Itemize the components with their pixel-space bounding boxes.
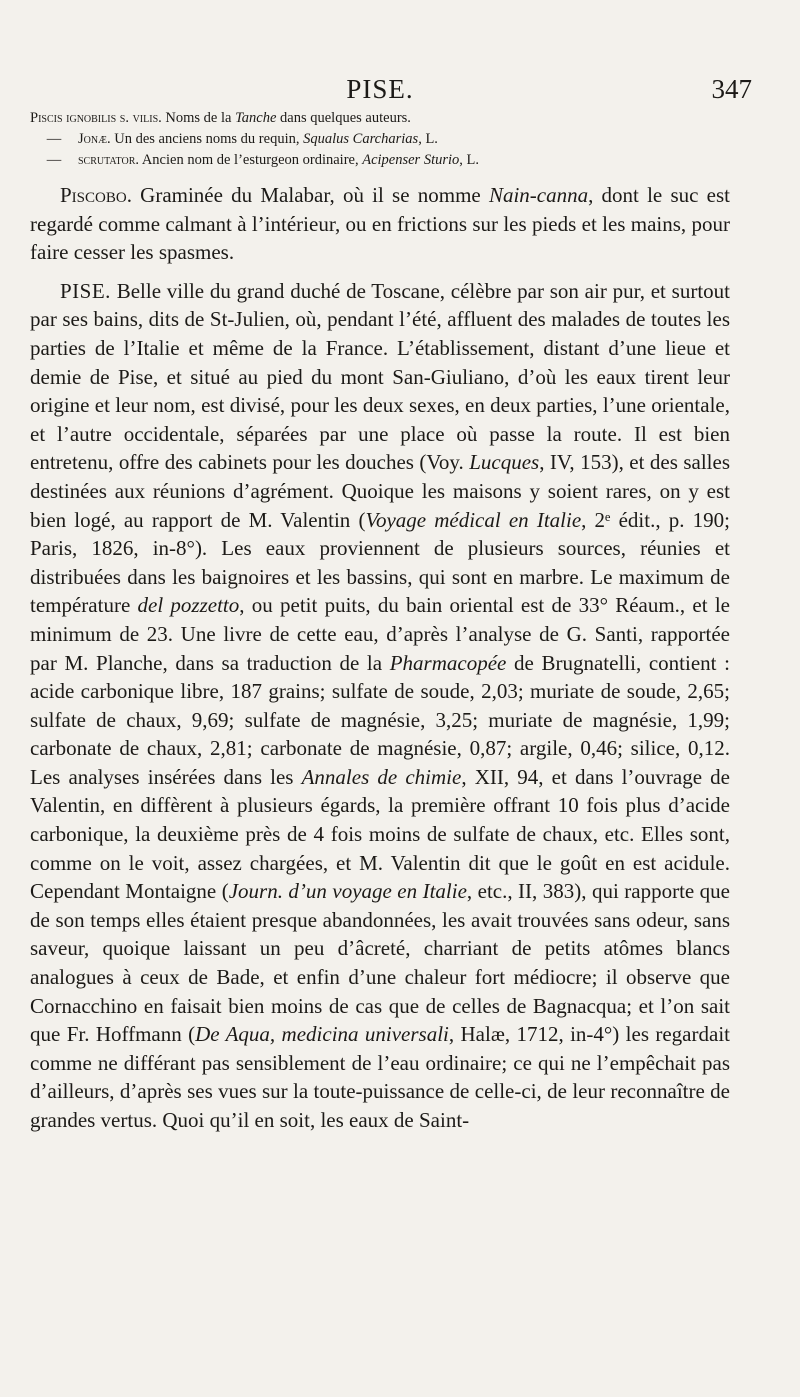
article-text: , dont le suc est regardé comme calmant à l’intérieur, ou en frictions sur les pieds et les mains, pour faire cesser les spasmes.	[30, 183, 730, 265]
entry-italic-term: Squalus Carcharias	[303, 131, 419, 147]
book-page	[30, 68, 752, 1135]
entry-piscis-scrutator	[30, 150, 730, 171]
article-text: Belle ville du grand duché de Toscane, célèbre par son air pur, et surtout par ses bains, dits de St-Julien, où, pendant l’été, affluent des malades de toutes les parties de l’Italie et même de la France. L’établissement, distant d’une lieue et demie de Pise, et situé au pied du mont San-Giuliano, d’où les eaux tirent leur origine et leur nom, est divisé, pour les deux sexes, en deux parties, l’une orientale, et l’autre occidentale, séparées par une place où passe la route. Il est bien entretenu, offre des cabinets pour les douches (Voy.	[30, 278, 730, 475]
article-text: , IV, 153), et des salles destinées aux réunions d’agrément. Quoique les maisons y soient rares, on y est bien logé, au rapport de M. Valentin (	[30, 450, 730, 532]
article-text: , Halæ, 1712, in-4°) les regardait comme ne différant pas sensiblement de l’eau ordinaire; ce qui ne l’empêchait pas d’ailleurs, d’après ses vues sur la toute-puissance de celle-ci, de leur reconnaître de grandes vertus. Quoi qu’il en soit, les eaux de Saint-	[30, 1022, 730, 1132]
article-pise	[30, 277, 730, 1135]
page-header	[30, 68, 752, 108]
entry-headword: Piscis ignobilis s. vilis.	[30, 110, 162, 126]
entry-text: Un des anciens noms du requin,	[110, 131, 304, 147]
entry-text: , L.	[418, 131, 438, 147]
article-paragraph	[30, 277, 730, 1135]
article-italic: Pharmacopée	[389, 650, 507, 675]
article-italic: Journ. d’un voyage en Italie	[228, 879, 467, 904]
article-italic: Nain-canna	[488, 183, 589, 207]
article-italic: Annales de chimie	[301, 764, 462, 789]
article-text: , XII, 94, et dans l’ouvrage de Valentin, en diffèrent à plusieurs égards, la première offrant 10 fois plus d’acide carbonique, la deuxième près de 4 fois moins de sulfate de chaux, etc. Elles sont, comme on le voit, assez chargées, et M. Valentin dit que le goût en est acidule. Cependant Montaigne (	[30, 764, 730, 904]
entry-italic-term: Acipenser Sturio	[362, 152, 460, 168]
minor-entries	[30, 108, 730, 171]
entry-text: dans quelques auteurs.	[276, 110, 411, 126]
article-text: de Brugnatelli, contient : acide carbonique libre, 187 grains; sulfate de soude, 2,03; muriate de soude, 2,65; sulfate de chaux, 9,69; sulfate de magnésie, 3,25; muriate de magnésie, 1,99; carbonate de chaux, 2,81; carbonate de magnésie, 0,87; argile, 0,46; silice, 0,12. Les analyses insérées dans les	[30, 650, 730, 789]
entry-dash: —	[46, 152, 62, 168]
article-text: Graminée du Malabar, où il se nomme	[131, 183, 489, 207]
entry-piscis-jonae	[30, 129, 730, 150]
article-italic: del pozzetto	[137, 593, 240, 618]
entry-headword: scrutator.	[78, 152, 139, 168]
article-paragraph	[30, 181, 730, 267]
entry-dash: —	[46, 131, 62, 147]
entry-headword: Jonæ.	[78, 131, 111, 147]
article-headword: Piscobo.	[60, 183, 132, 207]
article-headword: PISE.	[60, 278, 111, 303]
article-text: , etc., II, 383), qui rapporte que de son temps elles étaient presque abandonnées, les avait trouvées sans odeur, sans saveur, quoique laissant un peu d’âcreté, charriant de petits atômes blancs analogues à ceux de Bade, et enfin d’une chaleur fort médiocre; il observe que Cornacchino en faisait bien moins de cas que de celles de Bagnacqua; et l’on sait que Fr. Hoffmann (	[30, 879, 731, 1047]
entry-text: , L.	[459, 152, 480, 168]
entry-piscis-ignobilis	[30, 108, 730, 129]
article-piscobo	[30, 181, 730, 267]
article-italic: De Aqua, medicina universali	[195, 1022, 449, 1047]
entry-text: Noms de la	[161, 110, 236, 126]
article-text: , 2ᵉ édit., p. 190; Paris, 1826, in-8°). Les eaux proviennent de plusieurs sources, réunies et distribuées dans les baignoires et les bassins, qui sont en marbre. Le maximum de température	[30, 507, 730, 618]
article-italic: Voyage médical en Italie	[365, 507, 582, 532]
entry-text: Ancien nom de l’esturgeon ordinaire,	[139, 152, 363, 168]
entry-italic-term: Tanche	[235, 110, 277, 126]
article-text: , ou petit puits, du bain oriental est de 33° Réaum., et le minimum de 23. Une livre de cette eau, d’après l’analyse de G. Santi, rapportée par M. Planche, dans sa traduction de la	[30, 593, 730, 675]
page-number: 347	[711, 74, 752, 104]
running-head: PISE.	[346, 74, 414, 104]
article-italic: Lucques	[469, 450, 540, 475]
